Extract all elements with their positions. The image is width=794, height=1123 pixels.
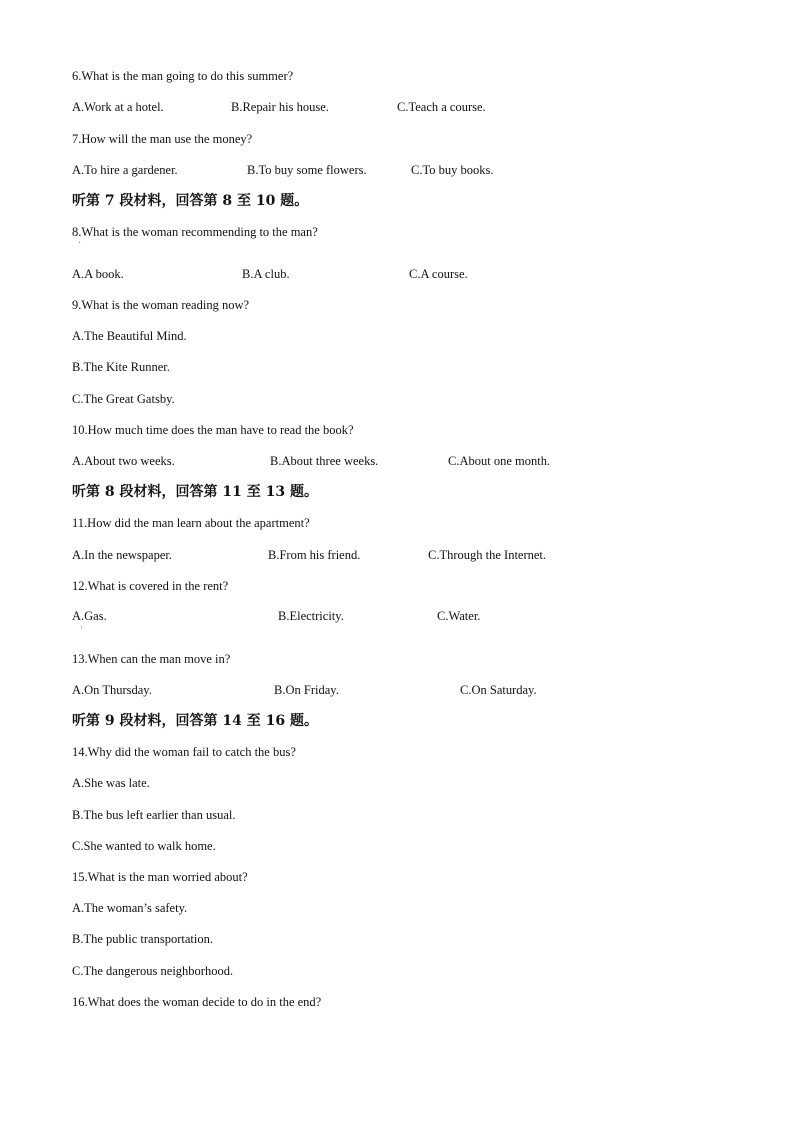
- q13-option-c: C.On Saturday.: [460, 683, 537, 697]
- q10-option-c: C.About one month.: [448, 454, 551, 468]
- q11-option-c: C.Through the Internet.: [428, 548, 547, 562]
- q15-option-b: B.The public transportation.: [72, 932, 213, 946]
- q6-option-b: B.Repair his house.: [231, 100, 329, 114]
- question-12: 12.What is covered in the rent?: [72, 579, 229, 593]
- q9-option-a: A.The Beautiful Mind.: [72, 329, 187, 343]
- section-header-8: 听第 8 段材料，回答第 11 至 13 题。: [72, 484, 318, 500]
- section-header-7: 听第 7 段材料，回答第 8 至 10 题。: [72, 193, 309, 209]
- q14-option-c: C.She wanted to walk home.: [72, 839, 216, 853]
- q14-option-b: B.The bus left earlier than usual.: [72, 808, 236, 822]
- question-13: 13.When can the man move in?: [72, 652, 231, 666]
- q13-option-a: A.On Thursday.: [72, 683, 152, 697]
- q10-option-a: A.About two weeks.: [72, 454, 175, 468]
- q8-option-c: C.A course.: [409, 267, 468, 281]
- question-11: 11.How did the man learn about the apartment?: [72, 516, 310, 530]
- q9-option-c: C.The Great Gatsby.: [72, 392, 175, 406]
- q12-option-b: B.Electricity.: [278, 609, 344, 623]
- q15-option-a: A.The woman’s safety.: [72, 901, 188, 915]
- stray-mark: ': [79, 240, 81, 249]
- question-9: 9.What is the woman reading now?: [72, 298, 250, 312]
- stray-mark: ': [81, 625, 83, 634]
- q9-option-b: B.The Kite Runner.: [72, 360, 170, 374]
- q6-option-a: A.Work at a hotel.: [72, 100, 164, 114]
- question-8: 8.What is the woman recommending to the man?: [72, 225, 318, 239]
- q12-option-a: A.Gas.: [72, 609, 107, 623]
- q13-option-b: B.On Friday.: [274, 683, 339, 697]
- question-7: 7.How will the man use the money?: [72, 132, 253, 146]
- question-10: 10.How much time does the man have to read the book?: [72, 423, 354, 437]
- q6-option-c: C.Teach a course.: [397, 100, 486, 114]
- q11-option-a: A.In the newspaper.: [72, 548, 172, 562]
- question-14: 14.Why did the woman fail to catch the bus?: [72, 745, 296, 759]
- q8-option-a: A.A book.: [72, 267, 124, 281]
- q12-option-c: C.Water.: [437, 609, 481, 623]
- q7-option-b: B.To buy some flowers.: [247, 163, 367, 177]
- q7-option-c: C.To buy books.: [411, 163, 494, 177]
- q8-option-b: B.A club.: [242, 267, 290, 281]
- question-16: 16.What does the woman decide to do in the end?: [72, 995, 322, 1009]
- q7-option-a: A.To hire a gardener.: [72, 163, 178, 177]
- q11-option-b: B.From his friend.: [268, 548, 361, 562]
- question-15: 15.What is the man worried about?: [72, 870, 248, 884]
- q10-option-b: B.About three weeks.: [270, 454, 379, 468]
- section-header-9: 听第 9 段材料，回答第 14 至 16 题。: [72, 713, 318, 729]
- q15-option-c: C.The dangerous neighborhood.: [72, 964, 234, 978]
- q14-option-a: A.She was late.: [72, 776, 150, 790]
- question-6: 6.What is the man going to do this summer?: [72, 69, 294, 83]
